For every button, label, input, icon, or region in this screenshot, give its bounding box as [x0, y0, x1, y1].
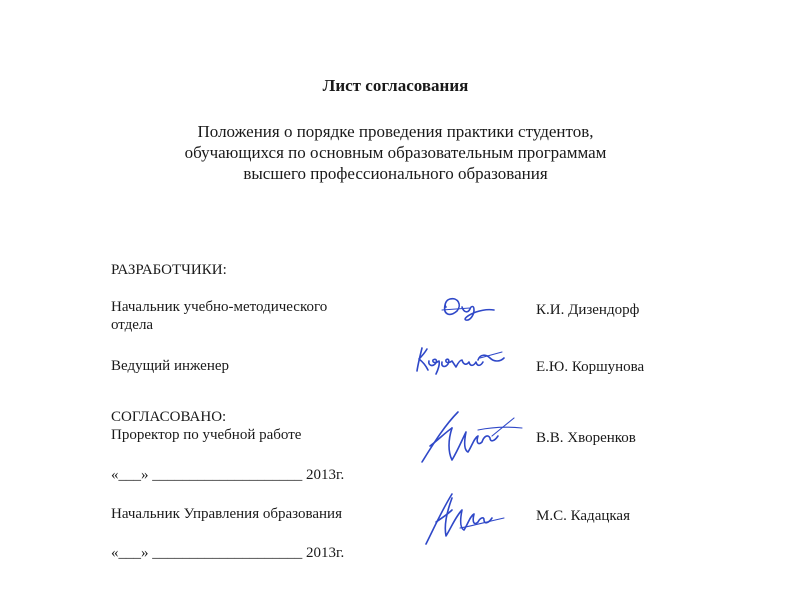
approver-1-signature: [418, 406, 528, 468]
subtitle-line: высшего профессионального образования: [243, 164, 548, 183]
developer-1-signature: [440, 291, 510, 323]
developer-1-position-line-1: Начальник учебно-методического: [111, 299, 328, 315]
approver-2-signature: [420, 488, 510, 548]
developer-2-position: Ведущий инженер: [111, 358, 230, 374]
approval-heading: СОГЛАСОВАНО:: [111, 409, 227, 425]
page-title: Лист согласования: [322, 76, 469, 95]
approver-2-date-line: «___» ____________________ 2013г.: [111, 545, 345, 561]
subtitle-line: Положения о порядке проведения практики студентов,: [197, 122, 594, 141]
subtitle-line: обучающихся по основным образовательным программам: [184, 143, 607, 162]
developer-2-signature: [414, 340, 514, 376]
developer-1-position-line-2: отдела: [111, 317, 154, 333]
approver-1-position: Проректор по учебной работе: [111, 427, 302, 443]
developer-2-name: Е.Ю. Коршунова: [536, 359, 645, 375]
developers-heading: РАЗРАБОТЧИКИ:: [111, 262, 227, 278]
approver-2-name: М.С. Кадацкая: [536, 508, 630, 524]
approver-2-position: Начальник Управления образования: [111, 506, 342, 522]
approver-1-date-line: «___» ____________________ 2013г.: [111, 467, 345, 483]
document-subtitle: [0, 121, 791, 184]
developer-1-name: К.И. Дизендорф: [536, 302, 640, 318]
approver-1-name: В.В. Хворенков: [536, 430, 636, 446]
